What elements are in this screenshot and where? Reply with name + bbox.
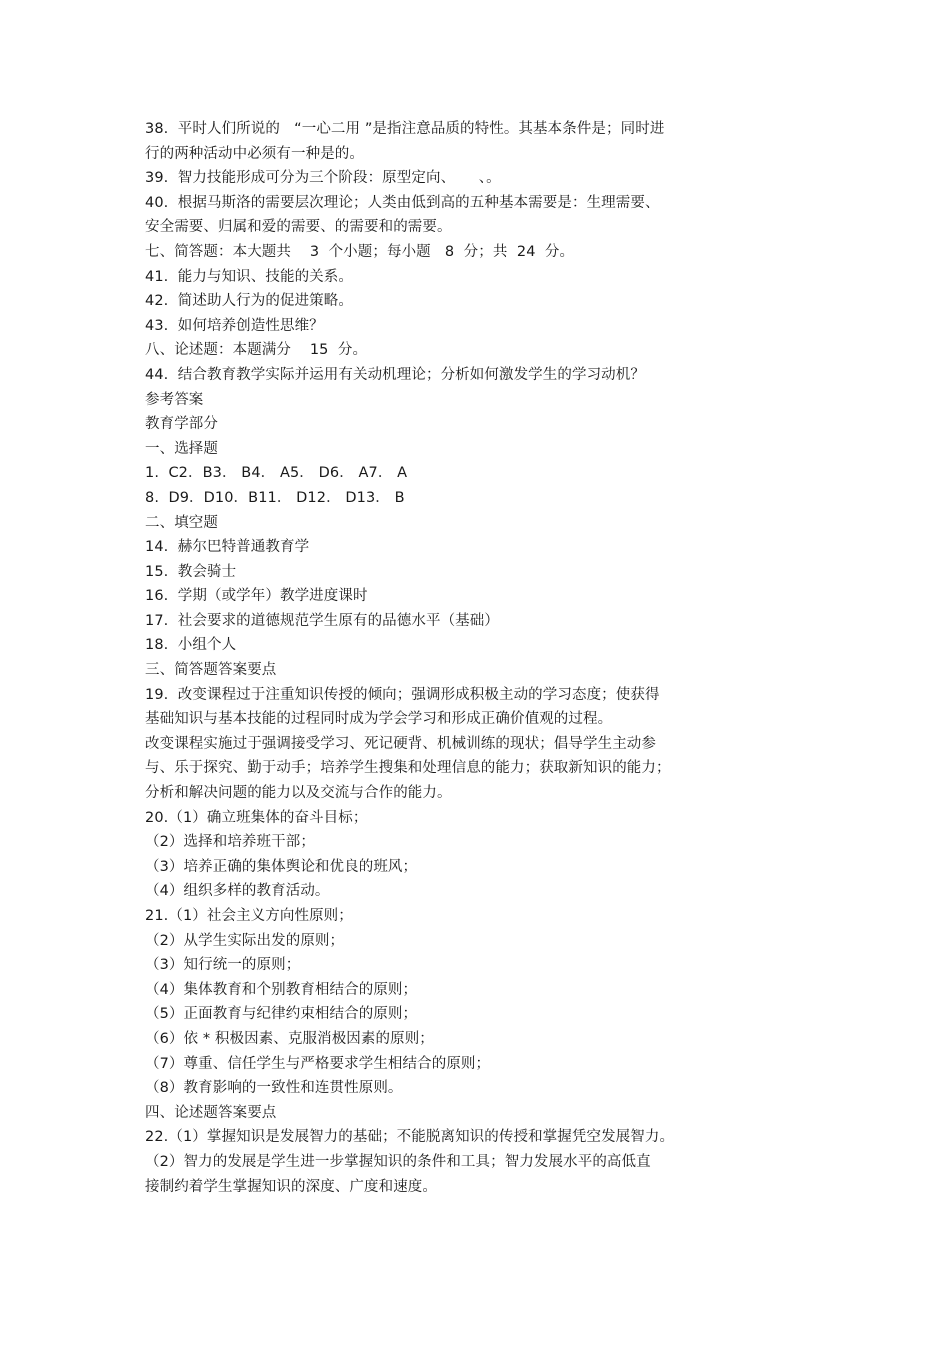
answers-section-essay: 四、论述题答案要点	[145, 1104, 277, 1121]
answer-18: 18. 小组个人	[145, 637, 237, 654]
answer-21-item-4: （4）集体教育和个别教育相结合的原则；	[145, 981, 418, 998]
answer-19-line-3: 改变课程实施过于强调接受学习、死记硬背、机械训练的现状；倡导学生主动参	[145, 735, 656, 752]
answer-22-item-2-line-1: （2）智力的发展是学生进一步掌握知识的条件和工具；智力发展水平的高低直	[145, 1153, 651, 1170]
answer-20-item-3: （3）培养正确的集体舆论和优良的班风；	[145, 858, 418, 875]
answer-21-item-8: （8）教育影响的一致性和连贯性原则。	[145, 1080, 403, 1097]
answer-20-item-1: 20.（1）确立班集体的奋斗目标；	[145, 809, 368, 826]
answer-21-item-7: （7）尊重、信任学生与严格要求学生相结合的原则；	[145, 1055, 491, 1072]
answers-heading: 参考答案	[145, 391, 204, 408]
answer-20-item-2: （2）选择和培养班干部；	[145, 834, 315, 851]
question-43: 43. 如何培养创造性思维？	[145, 317, 324, 334]
answers-section-short-answer: 三、简答题答案要点	[145, 662, 277, 679]
answer-22-item-2-line-2: 接制约着学生掌握知识的深度、广度和速度。	[145, 1178, 437, 1195]
answer-21-item-6: （6）依 * 积极因素、克服消极因素的原则；	[145, 1030, 434, 1047]
answer-20-item-4: （4）组织多样的教育活动。	[145, 883, 330, 900]
question-38-line-1: 38. 平时人们所说的 “一心二用 ”是指注意品质的特性。其基本条件是；同时进	[145, 121, 665, 137]
answer-21-item-1: 21.（1）社会主义方向性原则；	[145, 908, 353, 924]
question-40-line-1: 40. 根据马斯洛的需要层次理论；人类由低到高的五种基本需要是：生理需要、	[145, 194, 660, 211]
question-42: 42. 简述助人行为的促进策略。	[145, 293, 353, 310]
question-38-line-2: 行的两种活动中必须有一种是的。	[145, 145, 364, 162]
answer-21-item-5: （5）正面教育与纪律约束相结合的原则；	[145, 1006, 418, 1023]
section-heading-short-answer: 七、简答题：本大题共 3 个小题；每小题 8 分；共 24 分。	[145, 243, 575, 260]
section-heading-essay: 八、论述题：本题满分 15 分。	[145, 342, 368, 359]
answer-19-line-5: 分析和解决问题的能力以及交流与合作的能力。	[145, 785, 452, 802]
question-44: 44. 结合教育教学实际并运用有关动机理论；分析如何激发学生的学习动机？	[145, 366, 645, 383]
answer-mc-1-7: 1. C2．B3． B4． A5． D6． A7． A	[145, 465, 408, 482]
answer-15: 15. 教会骑士	[145, 563, 237, 580]
answer-19-line-4: 与、乐于探究、勤于动手；培养学生搜集和处理信息的能力；获取新知识的能力；	[145, 760, 671, 777]
answer-16: 16. 学期（或学年）教学进度课时	[145, 588, 368, 605]
answer-19-line-1: 19. 改变课程过于注重知识传授的倾向；强调形成积极主动的学习态度；使获得	[145, 686, 660, 703]
answer-14: 14. 赫尔巴特普通教育学	[145, 539, 310, 556]
answer-17: 17. 社会要求的道德规范学生原有的品德水平（基础）	[145, 612, 499, 629]
document-body	[145, 117, 730, 1199]
answer-mc-8-13: 8. D9．D10．B11． D12． D13． B	[145, 489, 405, 506]
question-40-line-2: 安全需要、归属和爱的需要、的需要和的需要。	[145, 219, 452, 236]
answers-section-multiple-choice: 一、选择题	[145, 440, 218, 457]
question-41: 41. 能力与知识、技能的关系。	[145, 268, 353, 285]
answer-19-line-2: 基础知识与基本技能的过程同时成为学会学习和形成正确价值观的过程。	[145, 711, 613, 728]
answer-22-item-1: 22.（1）掌握知识是发展智力的基础；不能脱离知识的传授和掌握凭空发展智力。	[145, 1129, 675, 1146]
answers-section-fill-in: 二、填空题	[145, 514, 218, 531]
answer-21-item-2: （2）从学生实际出发的原则；	[145, 932, 345, 949]
question-39: 39. 智力技能形成可分为三个阶段：原型定向、 、。	[145, 170, 501, 187]
answers-subheading-pedagogy: 教育学部分	[145, 416, 218, 433]
answer-21-item-3: （3）知行统一的原则；	[145, 957, 301, 974]
